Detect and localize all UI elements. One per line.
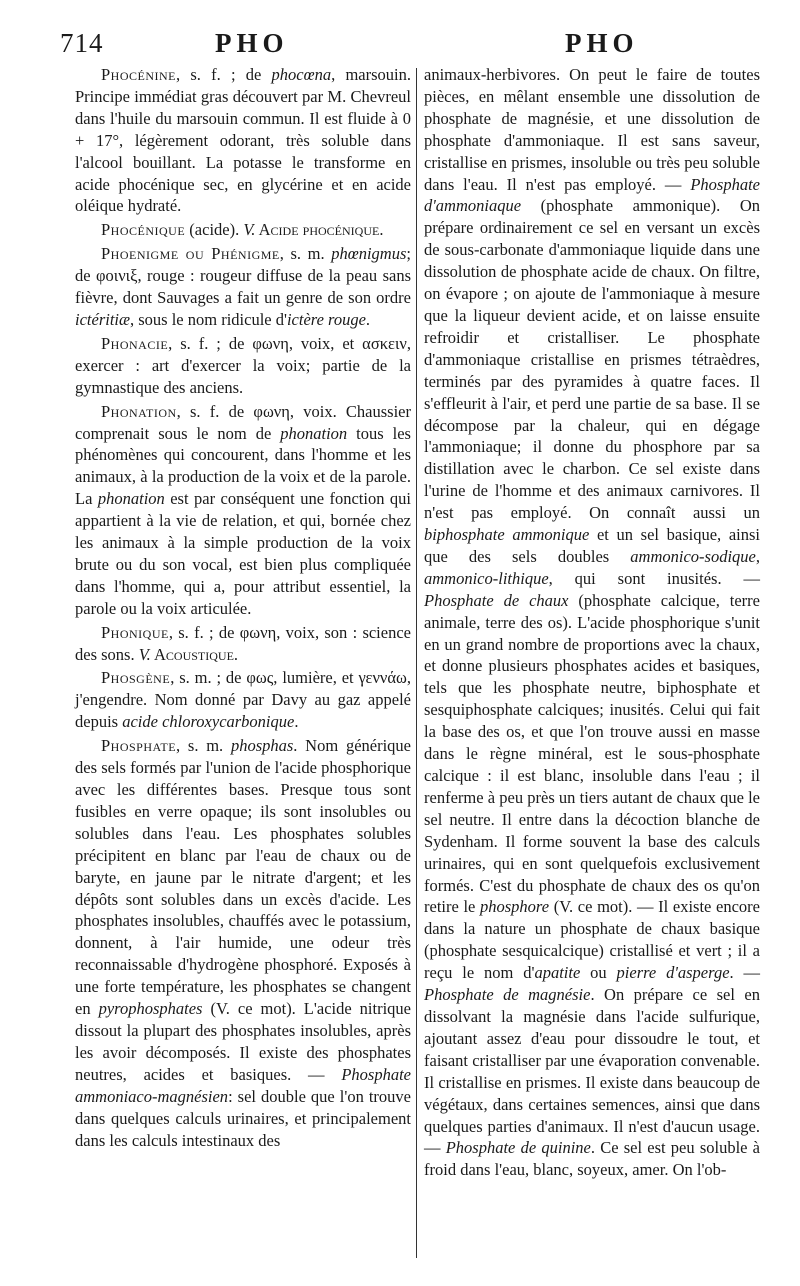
- headword: Phosgène: [101, 668, 171, 688]
- page-number: 714: [60, 28, 104, 58]
- entry-phoenigme: Phoenigme ou Phénigme, s. m. phœnigmus; de φοινιξ, rouge : rougeur diffuse de la peau sans fièvre, dont Sauvages a fait un genre de son ordre ictéritiæ, sous le nom ridicule d'ictère rouge.: [75, 244, 411, 329]
- etymon: phocœna: [271, 65, 332, 84]
- right-column: [424, 64, 760, 1183]
- headword: Phonique: [101, 622, 169, 642]
- headword: Phosphate: [101, 736, 177, 756]
- running-head-left: PHO: [215, 28, 289, 58]
- cross-ref-target: Acoustique.: [150, 644, 239, 664]
- page-header: [60, 28, 770, 64]
- etymon: phœnigmus: [331, 244, 407, 264]
- entry-phonique: Phonique, s. f. ; de φωνη, voix, son : science des sons. V. Acoustique.: [75, 622, 411, 664]
- cross-ref-target: Acide phocénique.: [255, 220, 384, 240]
- entry-phonation: Phonation, s. f. de φωνη, voix. Chaussier comprenait sous le nom de phonation tous les phénomènes qui concourent, dans l'homme et les animaux, à la production de la voix et de la parole. La phonation est par conséquent une fonction qui appartient à la vie de relation, et qui, bornée chez les animaux à la simple production de la voix brute ou du son vocal, est bien plus compliquée dans l'homme, qui a, pour attribut essentiel, la parole ou la voix articulée.: [75, 401, 411, 618]
- headword: Phonation: [101, 401, 177, 421]
- entry-phosgene: Phosgène, s. m. ; de φως, lumière, et γεννάω, j'engendre. Nom donné par Davy au gaz appelé depuis acide chloroxycarbonique.: [75, 668, 411, 732]
- headword: Phocénine: [101, 65, 177, 84]
- headword: Phoenigme ou Phénigme: [101, 244, 280, 264]
- etymon: phosphas: [230, 736, 294, 756]
- headword: Phonacie: [101, 333, 169, 353]
- entry-phocenique: Phocénique (acide). V. Acide phocénique.: [101, 220, 384, 240]
- running-head-right: PHO: [565, 28, 639, 58]
- headword: Phocénique: [101, 220, 186, 240]
- column-rule: [416, 68, 417, 1258]
- entry-phosphate-continued: animaux-herbivores. On peut le faire de toutes pièces, en mêlant ensemble une dissolution de phosphate de magnésie, et une dissolution de phosphate d'ammoniaque. Il est sans saveur, cristallise en prismes, insoluble ou très peu soluble dans l'eau. Il n'est pas employé. — Phosphate d'ammoniaque (phosphate ammonique). On prépare ordinairement ce sel en versant un excès de sous-carbonate d'ammoniaque liquide dans une dissolution de phosphate acide de chaux. On filtre, on évapore ; on ajoute de l'ammoniaque à mesure que la liqueur devient acide, et on laisse ensuite refroidir et cristalliser. Le phosphate d'ammoniaque cristallise en prismes tétraèdres, terminés par des pyramides à quatre faces. Il s'effleurit à l'air, et perd une partie de sa base. Il se décompose par la chaleur, qui en dégage l'ammoniaque; il donne du phosphore par sa distillation avec le charbon. Ce sel existe dans l'urine de l'homme et des animaux carnivores. Il n'est pas employé. On connaît aussi un biphosphate ammonique et un sel basique, ainsi que des sels doubles ammonico-sodique, ammonico-lithique, qui sont inusités. — Phosphate de chaux (phosphate calcique, terre animale, terre des os). L'acide phosphorique s'unit en un grand nombre de proportions avec la chaux, et donne plusieurs phosphates acides et basiques, tels que les phosphate neutre, biphosphate et sesquiphosphate calciques; inusités. Celui qui fait la base des os, et que l'on trouve aussi en masse dans le règne minéral, est le sous-phosphate calcique : il est blanc, insoluble dans l'eau ; il renferme à peu près un tiers autant de chaux que le sel neutre. Il entre dans la décoction blanche de Sydenham. Il forme souvent la base des calculs urinaires, qui en sont quelquefois exclusivement formés. C'est du phosphate de chaux des os qu'on retire le phosphore (V. ce mot). — Il existe encore dans la nature un phosphate de chaux basique (phosphate sesquicalcique) cristallisé et vert ; il a reçu le nom d'apatite ou pierre d'asperge. — Phosphate de magnésie. On prépare ce sel en dissolvant la magnésie dans l'acide sulfurique, ajoutant assez d'eau pour dissoudre le tout, et faisant cristalliser par une évaporation convenable. Il cristallise en prismes. Il existe dans beaucoup de végétaux, dans certaines semences, ainsi que dans quelques parties d'animaux. Il n'est d'aucun usage. — Phosphate de quinine. Ce sel est peu soluble à froid dans l'eau, blanc, soyeux, amer. On l'ob-: [424, 65, 761, 1180]
- entry-phonacie: Phonacie, s. f. ; de φωνη, voix, et ασκειν, exercer : art d'exercer la voix; partie de la gymnastique des anciens.: [75, 333, 411, 397]
- entry-phosphate: Phosphate, s. m. phosphas. Nom générique des sels formés par l'union de l'acide phosphorique avec les différentes bases. Presque tous sont fusibles en verre opaque; ils sont insolubles ou solubles dans l'eau. Les phosphates solubles précipitent en blanc par l'eau de chaux ou de baryte, en jaune par le nitrate d'argent; et les dépôts sont solubles dans un excès d'acide. Les phosphates insolubles, chauffés avec le potassium, donnent, à l'air humide, une odeur très reconnaissable d'hydrogène phosphoré. Exposés à une forte température, les phosphates se changent en pyrophosphates (V. ce mot). L'acide nitrique dissout la plupart des phosphates insolubles, après les avoir décomposés. Il existe des phosphates neutres, acides et basiques. — Phosphate ammoniaco-magnésien: sel double que l'on trouve dans quelques calculs urinaires, et principalement dans les calculs intestinaux des: [75, 736, 411, 1150]
- left-column: [75, 64, 411, 1153]
- entry-phocenine: Phocénine, s. f. ; de phocœna, marsouin. Principe immédiat gras découvert par M. Chevreul dans l'huile du marsouin commun. Il est fluide à 0 + 17°, légèrement odorant, très soluble dans l'alcool bouillant. La potasse le transforme en acide phocénique sec, en glycérine et en acide oléique hydraté.: [75, 65, 411, 216]
- cross-ref: V.: [243, 220, 256, 240]
- cross-ref: V.: [138, 644, 151, 664]
